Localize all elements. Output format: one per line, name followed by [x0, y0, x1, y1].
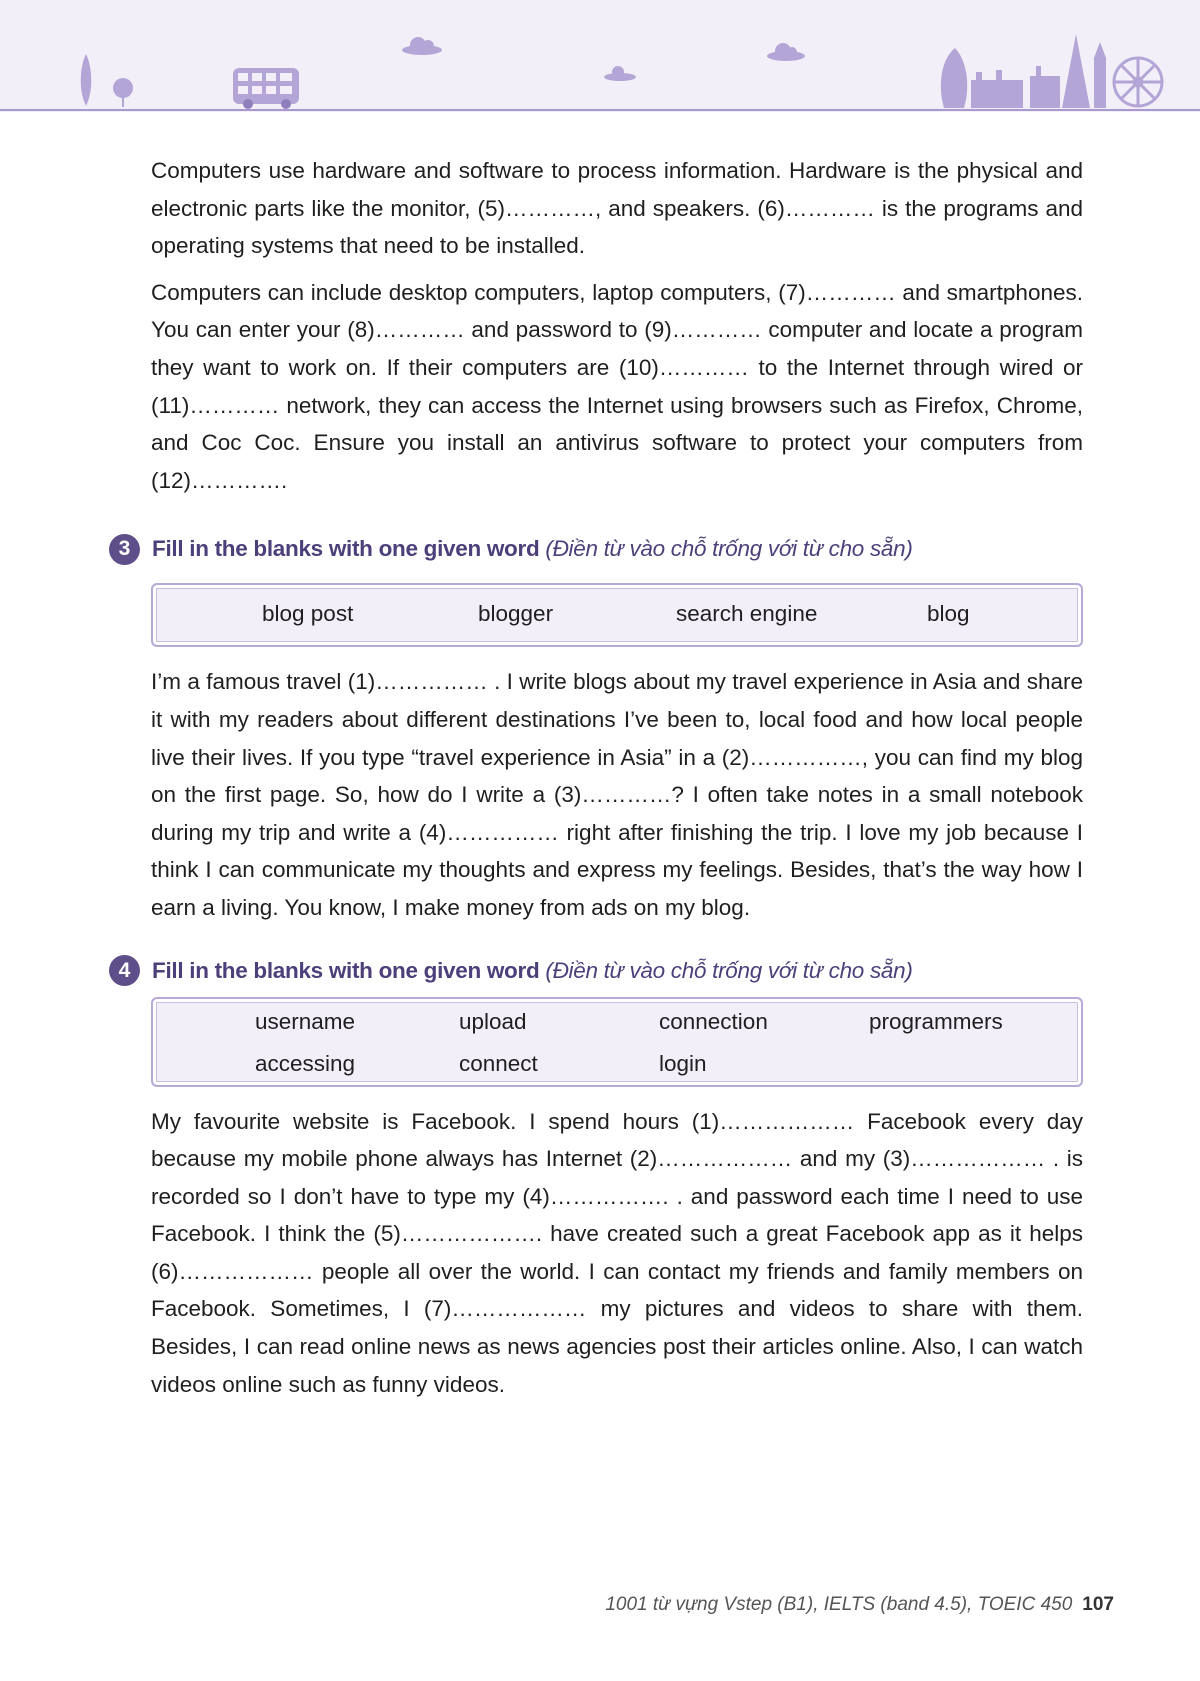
exercise3-title: Fill in the blanks with one given word: [152, 536, 540, 562]
page-footer: [605, 1594, 1114, 1616]
word-bank-item: connection: [659, 1008, 768, 1034]
exercise3-word-box: [151, 583, 1083, 647]
word-bank-item: programmers: [869, 1008, 1003, 1034]
exercise3-subtitle: (Điền từ vào chỗ trống với từ cho sẵn): [545, 536, 913, 562]
page-content: [118, 152, 1083, 1412]
cloud-icon: [767, 43, 805, 61]
word-bank-item: username: [255, 1008, 356, 1034]
exercise4-paragraph: My favourite website is Facebook. I spend hours (1)……………… Facebook every day because my mobile phone always has Internet (2)……………… and my (3)……………… . is recorded so I don’t have to type my (4)……………. . and password each time I need to use Facebook. I think the (5)………………. have created such a great Facebook app as it helps (6)……………… people all over the world. I can contact my friends and family members on Facebook. Sometimes, I (7)……………… my pictures and videos to share with them. Besides, I can read online news as news agencies post their articles online. Also, I can watch videos online such as funny videos.: [151, 1108, 1083, 1397]
big-ben-icon: [1094, 42, 1106, 108]
exercise4-subtitle: (Điền từ vào chỗ trống với từ cho sẵn): [545, 957, 913, 983]
word-bank-item: login: [659, 1050, 707, 1076]
cloud-icon: [604, 66, 636, 81]
word-bank-item: blogger: [478, 601, 554, 627]
shard-tower-icon: [1062, 34, 1090, 108]
exercise4-number-badge: 4: [109, 955, 140, 986]
word-bank-item: upload: [459, 1008, 527, 1034]
cloud-icon: [402, 37, 442, 55]
bus-icon: [233, 68, 299, 109]
footer-book-title: 1001 từ vựng Vstep (B1), IELTS (band 4.5), TOEIC 450: [605, 1594, 1073, 1615]
exercise3-heading: [109, 531, 1083, 567]
gherkin-tower-icon: [941, 48, 967, 108]
exercise2-paragraph-1: Computers use hardware and software to process information. Hardware is the physical and electronic parts like the monitor, (5)…………, and speakers. (6)………… is the programs and operating systems that need to be installed.: [151, 158, 1083, 259]
exercise4-word-box: [151, 997, 1083, 1087]
word-bank-item: blog post: [262, 601, 354, 627]
tree-icon: [81, 54, 92, 106]
word-bank-item: connect: [459, 1050, 538, 1076]
london-skyline-illustration: [0, 0, 1200, 112]
exercise4-title: Fill in the blanks with one given word: [152, 957, 540, 983]
word-bank-item: blog: [927, 601, 970, 627]
exercise2-paragraph-2: Computers can include desktop computers, laptop computers, (7)………… and smartphones. You can enter your (8)………… and password to (9)………… computer and locate a program they want to work on. If their computers are (10)………… to the Internet through wired or (11)………… network, they can access the Internet using browsers such as Firefox, Chrome, and Coc Coc. Ensure you install an antivirus software to protect your computers from (12)………….: [151, 279, 1083, 493]
page-number: 107: [1082, 1594, 1114, 1615]
exercise3-paragraph: I’m a famous travel (1)…………… . I write blogs about my travel experience in Asia and share it with my readers about different destinations I’ve been to, local food and how local people live their lives. If you type “travel experience in Asia” in a (2)……………, you can find my blog on the first page. So, how do I write a (3)…………? I often take notes in a small notebook during my trip and write a (4)…………… right after finishing the trip. I love my job because I think I can communicate my thoughts and express my feelings. Besides, that’s the way how I earn a living. You know, I make money from ads on my blog.: [151, 669, 1083, 920]
london-eye-icon: [1114, 58, 1162, 106]
exercise3-number-badge: 3: [109, 534, 140, 565]
header-banner: [0, 0, 1200, 112]
exercise4-heading: [109, 953, 1083, 989]
word-bank-item: accessing: [255, 1050, 356, 1076]
word-bank-item: search engine: [676, 601, 818, 627]
